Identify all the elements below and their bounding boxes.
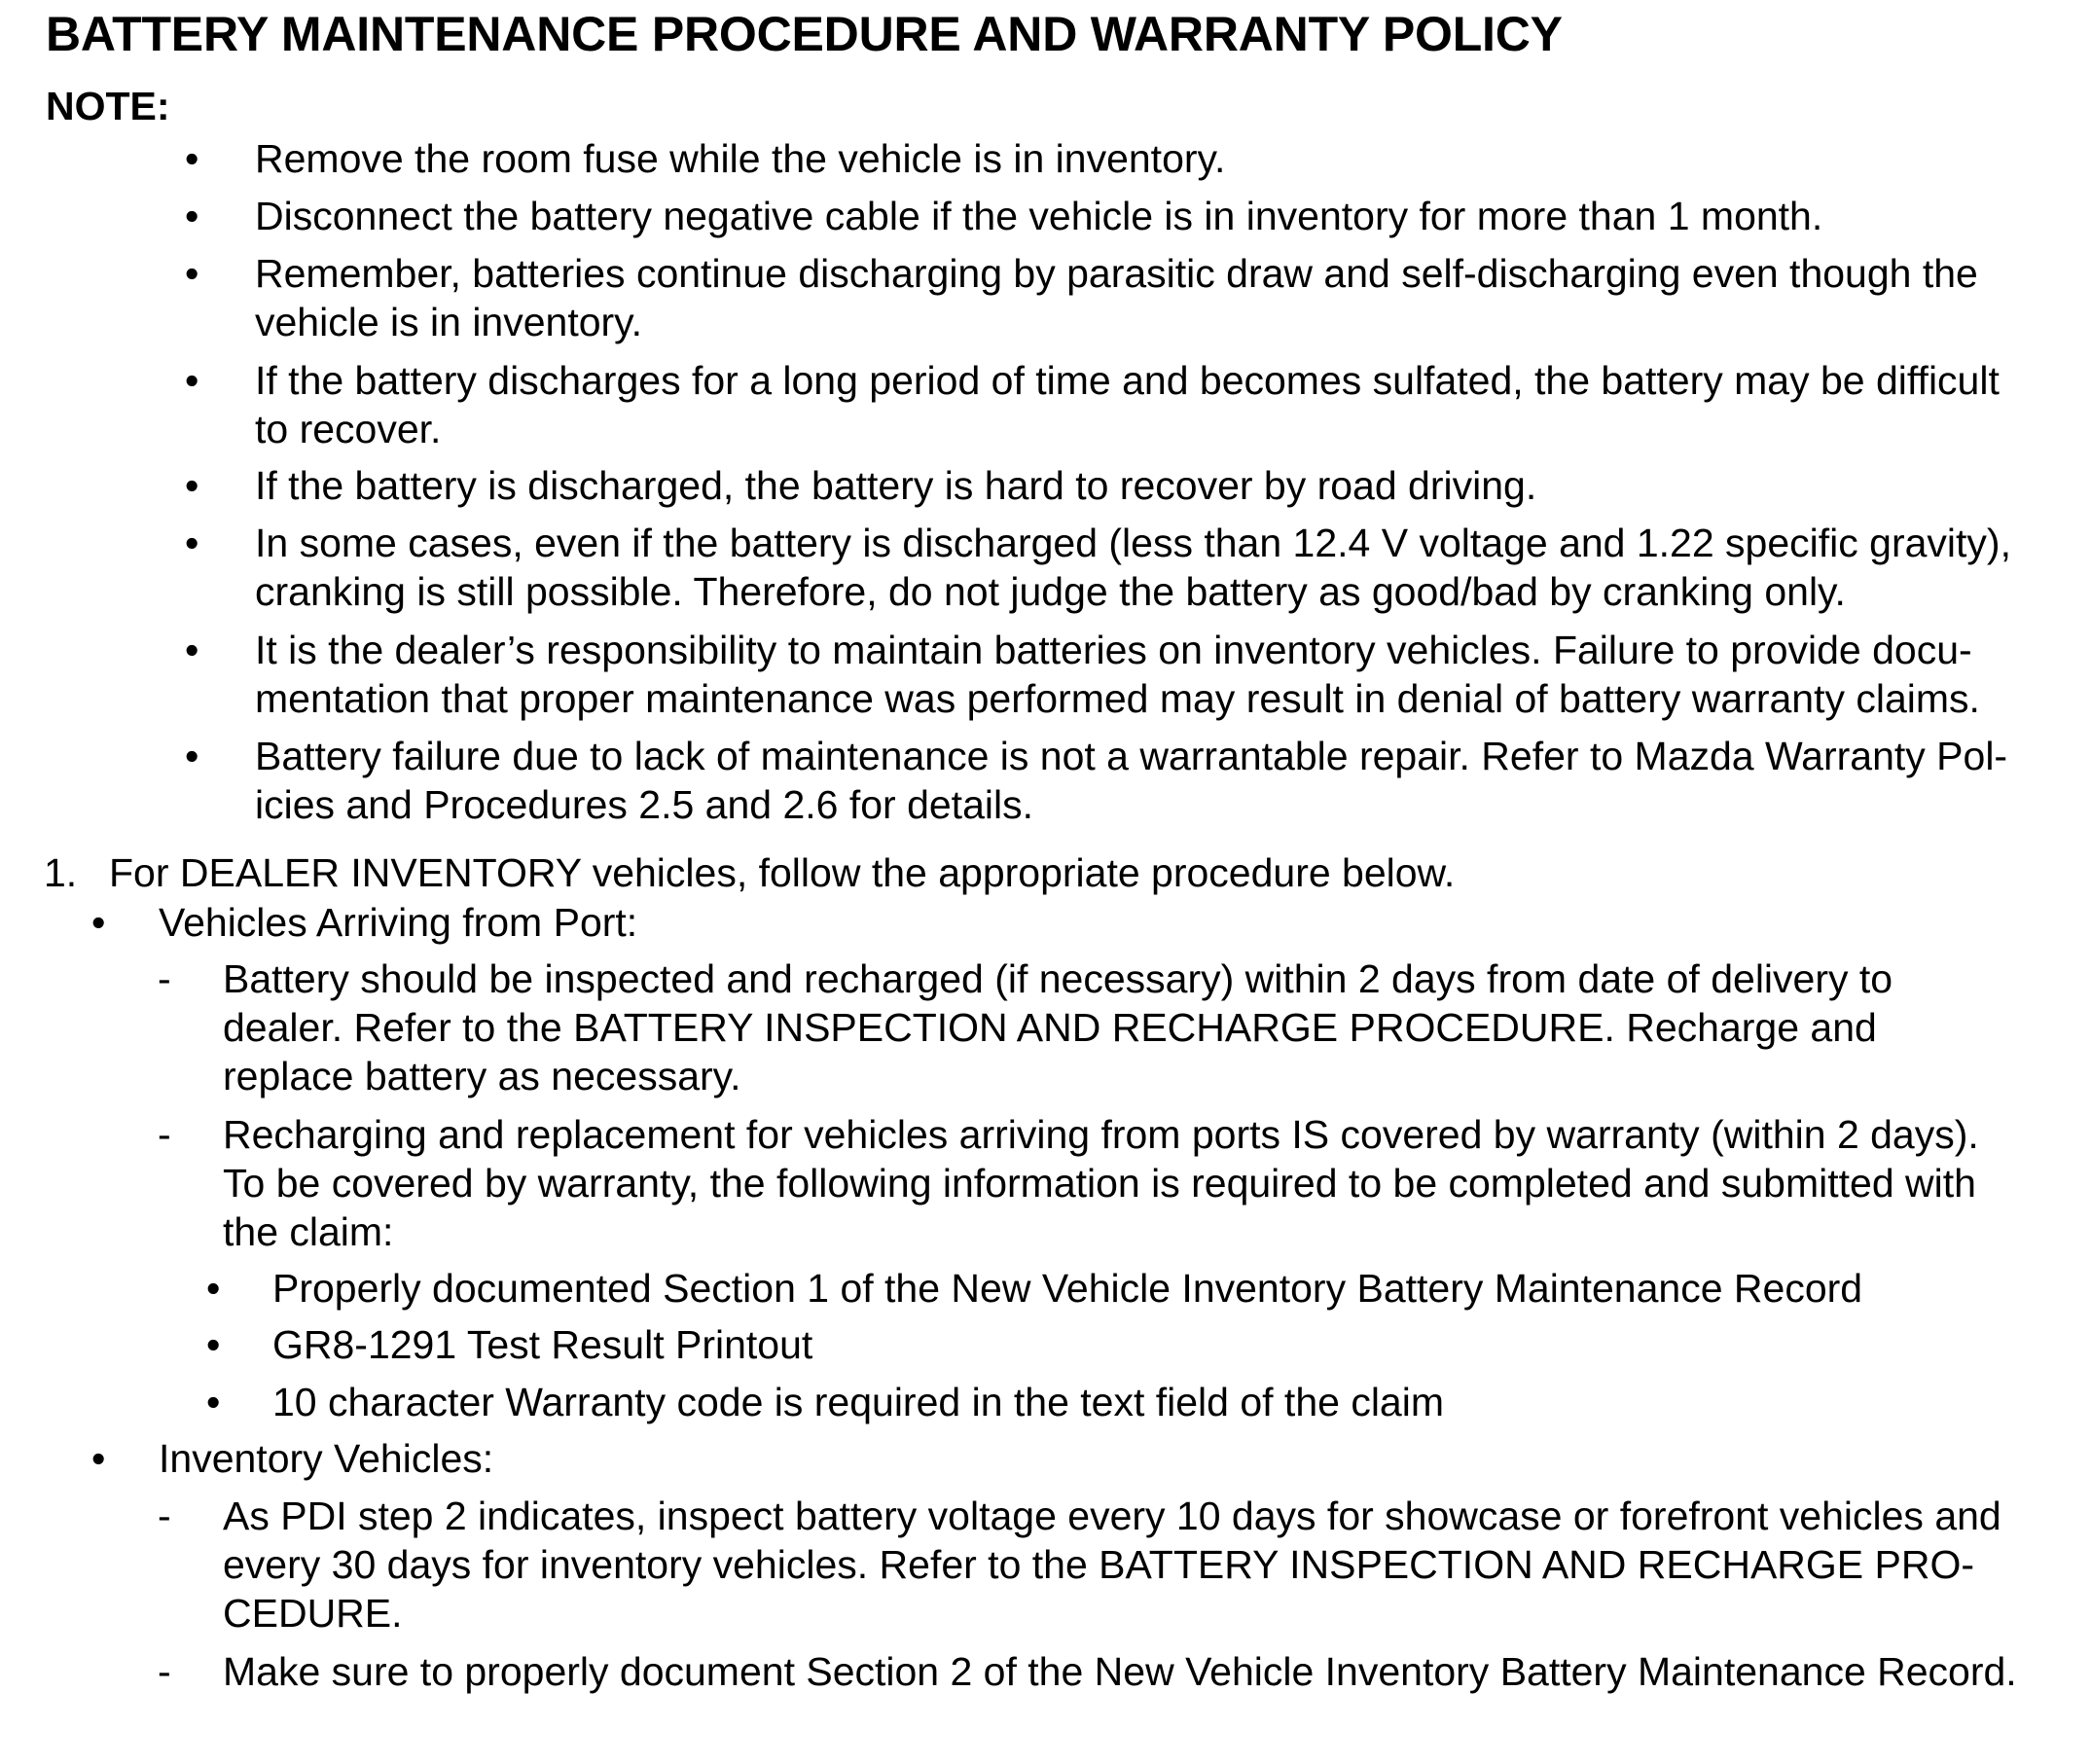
port-vehicles-label: Vehicles Arriving from Port: <box>159 900 638 945</box>
dash-icon: - <box>158 1112 171 1157</box>
note-text: Disconnect the battery negative cable if the vehicle is in inventory for more than 1 month. <box>255 194 1823 238</box>
note-text: If the battery discharges for a long period of time and becomes sulfated, the battery may be difficult to recover. <box>255 358 2000 451</box>
bullet-icon: • <box>185 521 199 565</box>
port-item-text: Battery should be inspected and recharged (if necessary) within 2 days from date of delivery to dealer. Refer to the BATTERY INSPECTION AND RECHARGE PROCEDURE. Recharge and replace battery as necessary. <box>223 956 1893 1098</box>
note-text: In some cases, even if the battery is discharged (less than 12.4 V voltage and 1.22 specific gravity), cranking is still possible. Therefore, do not judge the battery as good/bad by cranking only. <box>255 521 2011 614</box>
dash-icon: - <box>158 956 171 1001</box>
bullet-icon: • <box>185 194 199 238</box>
bullet-icon: • <box>91 900 106 945</box>
bullet-icon: • <box>206 1266 221 1311</box>
requirement-text: Properly documented Section 1 of the New Vehicle Inventory Battery Maintenance Record <box>272 1266 1863 1311</box>
bullet-icon: • <box>206 1322 221 1367</box>
dash-icon: - <box>158 1649 171 1694</box>
inventory-item-text: As PDI step 2 indicates, inspect battery voltage every 10 days for showcase or forefront vehicles and every 30 days for inventory vehicles. Refer to the BATTERY INSPECTION AND RECHARGE PRO- CEDURE. <box>223 1494 2001 1636</box>
note-text: If the battery is discharged, the battery is hard to recover by road driving. <box>255 463 1537 508</box>
bullet-icon: • <box>185 358 199 403</box>
bullet-icon: • <box>206 1380 221 1424</box>
inventory-vehicles-label: Inventory Vehicles: <box>159 1436 494 1481</box>
requirement-text: GR8-1291 Test Result Printout <box>272 1322 813 1367</box>
bullet-icon: • <box>185 628 199 672</box>
note-text: Remember, batteries continue discharging by parasitic draw and self-discharging even though the vehicle is in inventory. <box>255 251 1978 344</box>
requirement-text: 10 character Warranty code is required in the text field of the claim <box>272 1380 1444 1424</box>
note-text: Battery failure due to lack of maintenance is not a warrantable repair. Refer to Mazda Warranty Pol- icies and Procedures 2.5 and 2.6 for details. <box>255 734 2008 827</box>
inventory-item-text: Make sure to properly document Section 2 of the New Vehicle Inventory Battery Maintenance Record. <box>223 1649 2017 1694</box>
note-text: Remove the room fuse while the vehicle is in inventory. <box>255 136 1226 181</box>
bullet-icon: • <box>185 463 199 508</box>
note-label: NOTE: <box>46 84 170 128</box>
note-text: It is the dealer’s responsibility to maintain batteries on inventory vehicles. Failure to provide docu- mentation that proper maintenance was performed may result in denial of battery warranty claims. <box>255 628 1980 721</box>
bullet-icon: • <box>91 1436 106 1481</box>
step-text: For DEALER INVENTORY vehicles, follow the appropriate procedure below. <box>109 850 1456 895</box>
bullet-icon: • <box>185 136 199 181</box>
port-item-text: Recharging and replacement for vehicles arriving from ports IS covered by warranty (within 2 days). To be covered by warranty, the following information is required to be completed and submitted with the claim: <box>223 1112 1979 1254</box>
bullet-icon: • <box>185 734 199 778</box>
page-title: BATTERY MAINTENANCE PROCEDURE AND WARRANTY POLICY <box>46 7 1563 61</box>
bullet-icon: • <box>185 251 199 296</box>
dash-icon: - <box>158 1494 171 1538</box>
step-number: 1. <box>44 850 78 895</box>
